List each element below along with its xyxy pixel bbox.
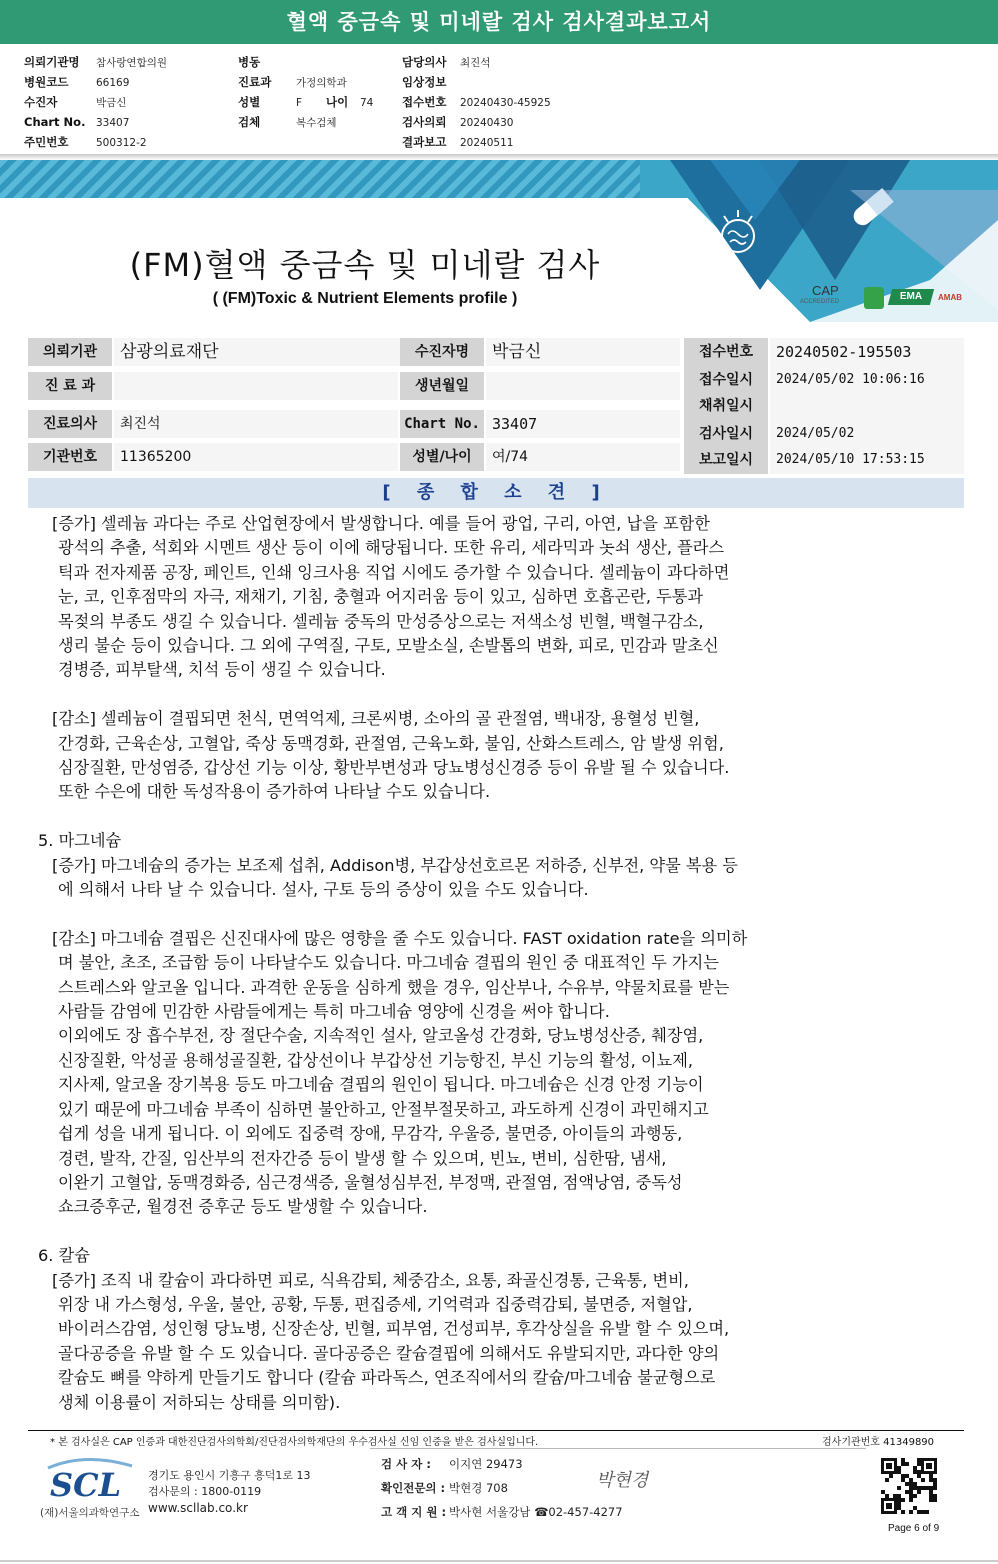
meta-value: 최진석 <box>460 57 491 69</box>
body-line: [감소] 마그네슘 결핍은 신진대사에 많은 영향을 줄 수도 있습니다. FAST oxidation rate을 의미하 <box>52 928 748 948</box>
body-line: 위장 내 가스형성, 우울, 불안, 공황, 두통, 편집증세, 기억력과 집중력감퇴, 불면증, 저혈압, <box>58 1294 693 1314</box>
receipt-dt-value: 2024/05/02 10:06:16 <box>770 366 964 394</box>
report-dt-value: 2024/05/10 17:53:15 <box>770 446 964 474</box>
inst-value: 11365200 <box>114 443 398 471</box>
meta-row <box>238 52 347 72</box>
examiner-label: 검 사 자 : <box>381 1457 431 1471</box>
meta-age-label: 나이 <box>326 95 349 109</box>
body-line: 쉽게 성을 내게 됩니다. 이 외에도 집중력 장애, 무감각, 우울증, 불면증, 아이들의 과행동, <box>58 1124 683 1144</box>
meta-key: 성별 <box>238 95 261 109</box>
meta-value: 20240430-45925 <box>460 97 551 109</box>
qr-code <box>881 1458 937 1514</box>
meta-value: 참사랑연합의원 <box>96 57 168 69</box>
report-dt-label: 보고일시 <box>684 446 768 474</box>
cert-logos <box>798 283 968 313</box>
meta-header <box>0 44 998 156</box>
ema-logo <box>888 289 934 305</box>
body-line: 목젖의 부종도 생길 수 있습니다. 셀레늄 중독의 만성증상으로는 저색소성 빈혈, 백혈구감소, <box>58 611 704 631</box>
footer-note: * 본 검사실은 CAP 인증과 대한진단검사의학회/진단검사의학재단의 우수검사실 신임 인증을 받은 검사실입니다. <box>50 1437 539 1448</box>
signature: 박현경 <box>596 1470 649 1491</box>
specialist-label: 확인전문의 : <box>381 1481 446 1495</box>
meta-row <box>402 72 551 92</box>
body-line: [증가] 조직 내 칼슘이 과다하면 피로, 식욕감퇴, 체중감소, 요통, 좌골신경통, 근육통, 변비, <box>52 1270 689 1290</box>
chart-label: Chart No. <box>400 410 484 438</box>
body-line: 틱과 전자제품 공장, 페인트, 인쇄 잉크사용 직업 시에도 증가할 수 있습니다. 셀레늄이 과다하면 <box>58 562 730 582</box>
receipt-no-label: 접수번호 <box>684 338 768 366</box>
examiner-value: 이지연 29473 <box>449 1457 523 1471</box>
body-line: 사람들 감염에 민감한 사람들에게는 특히 마그네슘 영양에 신경을 써야 합니다. <box>58 1002 610 1022</box>
patient-value: 박금신 <box>486 338 680 366</box>
body-line: 눈, 코, 인후점막의 자극, 재채기, 기침, 충혈과 어지러움 등이 있고, 심하면 호흡곤란, 두통과 <box>58 587 704 607</box>
support-value: 박사현 서울강남 ☎02-457-4277 <box>449 1505 623 1519</box>
body-line: 쇼크증후군, 월경전 증후군 등도 발생할 수 있습니다. <box>58 1197 428 1217</box>
sexage-value: 여/74 <box>486 443 680 471</box>
band-stripes <box>0 160 640 198</box>
phone-line: 검사문의 : 1800-0119 <box>148 1485 262 1498</box>
org-name: (재)서울의과학연구소 <box>40 1507 140 1519</box>
ema-logo-text: EMA <box>899 291 923 302</box>
meta-value: 20240430 <box>460 117 514 129</box>
meta-key: 병원코드 <box>24 75 69 89</box>
meta-row <box>238 72 347 92</box>
body-line: [감소] 셀레늄이 결핍되면 천식, 면역억제, 크론씨병, 소아의 골 관절염, 백내장, 용혈성 빈혈, <box>52 709 700 729</box>
paragraph-gap <box>38 683 878 707</box>
report-title: 혈액 중금속 및 미네랄 검사 검사결과보고서 <box>0 0 998 44</box>
meta-key: 병동 <box>238 55 261 69</box>
cap-logo-text: CAP <box>812 283 839 298</box>
amab-logo-text: AMAB <box>938 293 962 302</box>
sexage-label: 성별/나이 <box>400 443 484 471</box>
paragraph-gap <box>38 805 878 829</box>
meta-key: 임상정보 <box>402 75 447 89</box>
meta-value: F <box>296 97 303 109</box>
meta-value: 33407 <box>96 117 130 129</box>
org-address <box>148 1468 311 1516</box>
body-line: 광석의 추출, 석회와 시멘트 생산 등이 이에 해당됩니다. 또한 유리, 세라믹과 놋쇠 생산, 플라스 <box>58 538 725 558</box>
meta-key: 주민번호 <box>24 135 69 149</box>
chart-value: 33407 <box>486 410 680 438</box>
meta-key: 검체 <box>238 115 261 129</box>
summary-title: [ 종 합 소 견 ] <box>28 478 964 508</box>
page-subtitle: ( (FM)Toxic & Nutrient Elements profile ) <box>212 290 518 307</box>
body-line: 신장질환, 악성골 용해성골질환, 갑상선이나 부갑상선 기능항진, 부신 기능의 활성, 이뇨제, <box>58 1050 693 1070</box>
body-line: 생리 불순 등이 있습니다. 그 외에 구역질, 구토, 모발소실, 손발톱의 변화, 피로, 민감과 말초신 <box>58 636 719 656</box>
page-number: Page 6 of 9 <box>888 1523 940 1534</box>
patient-label: 수진자명 <box>400 338 484 366</box>
dept-value <box>114 372 398 400</box>
meta-key: 담당의사 <box>402 55 447 69</box>
body-line: 있기 때문에 마그네슘 부족이 심하면 불안하고, 안절부절못하고, 과도하게 신경이 과민해지고 <box>58 1099 709 1119</box>
meta-row <box>402 132 551 152</box>
meta-row <box>24 132 167 152</box>
body-line: 생체 이용률이 저하되는 상태를 의미함). <box>58 1392 341 1412</box>
meta-key: 수진자 <box>24 95 58 109</box>
inst-label: 기관번호 <box>28 443 112 471</box>
summary-body <box>38 512 878 1415</box>
meta-row <box>24 52 167 72</box>
meta-key: 진료과 <box>238 75 272 89</box>
body-line: [증가] 마그네슘의 증가는 보조제 섭취, Addison병, 부갑상선호르몬 저하증, 신부전, 약물 복용 등 <box>52 855 738 875</box>
body-line: 또한 수은에 대한 독성작용이 증가하여 나타날 수도 있습니다. <box>58 782 491 802</box>
dob-label: 생년월일 <box>400 372 484 400</box>
meta-row <box>24 92 167 112</box>
paragraph-gap <box>38 902 878 926</box>
doctor-label: 진료의사 <box>28 410 112 438</box>
body-line: 이외에도 장 흡수부전, 장 절단수술, 지속적인 설사, 알코올성 간경화, 당뇨병성산증, 췌장염, <box>58 1026 704 1046</box>
test-date-label: 검사일시 <box>684 420 768 448</box>
meta-key: 의뢰기관명 <box>24 55 80 69</box>
scl-logo-text: SCL <box>50 1466 122 1504</box>
page-title: (FM)혈액 중금속 및 미네랄 검사 <box>129 246 601 284</box>
test-date-value: 2024/05/02 <box>770 420 964 448</box>
meta-age <box>326 92 373 112</box>
body-line: 경병증, 피부탈색, 치석 등이 생길 수 있습니다. <box>58 660 386 680</box>
cap-logo-sub: ACCREDITED <box>800 299 840 305</box>
meta-value: 66169 <box>96 77 130 89</box>
body-line: 경련, 발작, 간질, 임산부의 전자간증 등이 발생 할 수 있으며, 빈뇨, 변비, 심한땀, 냄새, <box>58 1148 667 1168</box>
meta-col-3 <box>402 52 551 152</box>
meta-key: Chart No. <box>24 115 86 129</box>
amab-logo <box>938 285 966 309</box>
meta-col-1 <box>24 52 167 152</box>
meta-row <box>402 52 551 72</box>
body-line: 골다공증을 유발 할 수 도 있습니다. 골다공증은 칼슘결핍에 의해서도 유발되지만, 과다한 양의 <box>58 1343 720 1363</box>
lm-logo <box>864 287 884 309</box>
dept-label: 진 료 과 <box>28 372 112 400</box>
meta-row <box>402 112 551 132</box>
collect-label: 채취일시 <box>684 392 768 420</box>
bottom-border <box>0 1560 998 1562</box>
footer-divider <box>28 1430 964 1431</box>
org-code: 검사기관번호 41349890 <box>822 1437 935 1448</box>
receipt-dt-label: 접수일시 <box>684 366 768 394</box>
address-line: 경기도 용인시 기흥구 흥덕1로 13 <box>148 1469 311 1482</box>
meta-value: 가정의학과 <box>296 77 347 89</box>
meta-row <box>238 112 347 132</box>
support-label: 고 객 지 원 : <box>381 1505 447 1519</box>
staff-info <box>381 1452 623 1524</box>
receipt-no-value: 20240502-195503 <box>770 338 964 366</box>
website-link[interactable]: www.scllab.co.kr <box>148 1501 248 1515</box>
specialist-value: 박현경 708 <box>449 1481 508 1495</box>
meta-value: 20240511 <box>460 137 514 149</box>
meta-key: 검사의뢰 <box>402 115 447 129</box>
meta-value: 박금신 <box>96 97 127 109</box>
meta-value: 500312-2 <box>96 137 147 149</box>
meta-row <box>24 72 167 92</box>
meta-key: 결과보고 <box>402 135 447 149</box>
body-line: 며 불안, 초조, 조급함 등이 나타날수도 있습니다. 마그네슘 결핍의 원인 중 대표적인 두 가지는 <box>58 953 719 973</box>
body-line: 칼슘도 뼈를 약하게 만들기도 합니다 (칼슘 파라독스, 연조직에서의 칼슘/마그네슘 불균형으로 <box>58 1368 716 1388</box>
body-line: 6. 칼슘 <box>38 1246 90 1266</box>
meta-row <box>24 112 167 132</box>
cap-logo <box>798 283 860 311</box>
body-line: 간경화, 근육손상, 고혈압, 죽상 동맥경화, 관절염, 근육노화, 불임, 산화스트레스, 암 발생 위험, <box>58 733 724 753</box>
body-line: 심장질환, 만성염증, 갑상선 기능 이상, 황반부변성과 당뇨병성신경증 등이 유발 될 수 있습니다. <box>58 758 730 778</box>
collect-value <box>770 392 964 420</box>
meta-age-value: 74 <box>360 97 374 109</box>
body-line: [증가] 셀레늄 과다는 주로 산업현장에서 발생합니다. 예를 들어 광업, 구리, 아연, 납을 포함한 <box>52 514 710 533</box>
req-org-label: 의뢰기관 <box>28 338 112 366</box>
body-line: 이완기 고혈압, 동맥경화증, 심근경색증, 울혈성심부전, 부정맥, 관절염, 점액낭염, 중독성 <box>58 1172 683 1192</box>
body-line: 지사제, 알코올 장기복용 등도 마그네슘 결핍의 원인이 됩니다. 마그네슘은 신경 안정 기능이 <box>58 1075 704 1095</box>
footer-grid-line <box>370 1448 866 1449</box>
meta-row <box>402 92 551 112</box>
body-line: 5. 마그네슘 <box>38 831 122 851</box>
dob-value <box>486 372 680 400</box>
body-line: 바이러스감염, 성인형 당뇨병, 신장손상, 빈혈, 피부염, 건성피부, 후각상실을 유발 할 수 있으며, <box>58 1319 730 1339</box>
body-line: 스트레스와 알코올 입니다. 과격한 운동을 심하게 했을 경우, 임산부나, 수유부, 약물치료를 받는 <box>58 977 730 997</box>
body-line: 에 의해서 나타 날 수 있습니다. 설사, 구토 등의 증상이 있을 수도 있습니다. <box>58 880 589 900</box>
meta-value: 복수검체 <box>296 117 337 129</box>
doctor-value: 최진석 <box>114 410 398 438</box>
req-org-value: 삼광의료재단 <box>114 338 424 366</box>
paragraph-gap <box>38 1220 878 1244</box>
meta-key: 접수번호 <box>402 95 447 109</box>
